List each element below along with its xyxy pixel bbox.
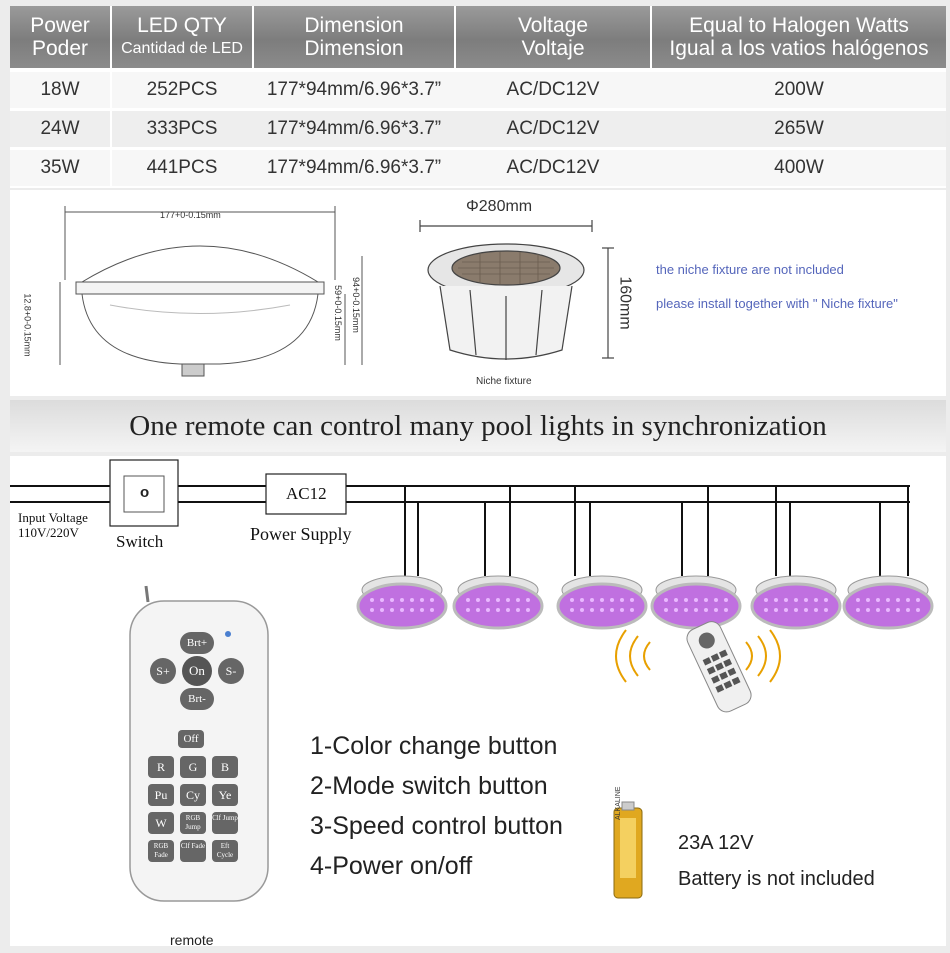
cell-halogen: 200W <box>774 79 824 100</box>
header-halogen <box>652 6 946 68</box>
speed-up-button[interactable]: S+ <box>150 658 176 684</box>
input-voltage-label <box>18 510 88 540</box>
note-line-1: the niche fixture are not included <box>656 262 844 277</box>
input-voltage-line-1: Input Voltage <box>18 510 88 525</box>
cell-led-qty: 252PCS <box>146 79 218 100</box>
title-banner <box>10 400 946 452</box>
height-right-label: 94+0-0.15mm <box>350 277 361 333</box>
pool-light <box>844 576 932 628</box>
header-halogen-en: Equal to Halogen Watts <box>689 14 909 37</box>
header-led-qty-es: Cantidad de LED <box>121 40 243 57</box>
header-led-qty-en: LED QTY <box>137 14 227 37</box>
remote-caption: remote <box>170 932 214 948</box>
pool-light <box>558 576 646 628</box>
width-label: 177+0-0.15mm <box>160 210 221 220</box>
pool-light <box>454 576 542 628</box>
cell-power: 18W <box>40 79 80 100</box>
feature-item: 3-Speed control button <box>310 812 563 840</box>
wiring-diagram <box>10 456 946 946</box>
table-row <box>10 111 946 147</box>
niche-height: 160mm <box>616 276 634 330</box>
banner-title: One remote can control many pool lights in synchronization <box>129 410 827 442</box>
table-row <box>10 72 946 108</box>
power-on-button[interactable]: On <box>182 656 212 686</box>
header-power <box>10 6 110 68</box>
header-led-qty <box>112 6 252 68</box>
dimension-drawings <box>10 190 946 396</box>
header-voltage-es: Voltaje <box>521 37 585 60</box>
cell-voltage: AC/DC12V <box>506 79 600 100</box>
cell-led-qty: 441PCS <box>146 157 218 178</box>
brightness-down-button[interactable]: Brt- <box>180 688 214 710</box>
power-supply-label: Power Supply <box>250 524 352 544</box>
battery-brand-text: ALKALINE <box>615 786 622 820</box>
table-row <box>10 150 946 186</box>
spec-table <box>10 6 946 188</box>
cell-halogen: 400W <box>774 157 824 178</box>
remote-grid-button[interactable]: RGB Jump <box>180 812 206 834</box>
remote-grid-button[interactable]: Ye <box>212 784 238 806</box>
remote-grid-button[interactable]: W <box>148 812 174 834</box>
remote-grid-button[interactable]: R <box>148 756 174 778</box>
cell-power: 24W <box>40 118 80 139</box>
remote-grid-button[interactable]: RGB Fade <box>148 840 174 862</box>
header-dimension-es: Dimension <box>304 37 404 60</box>
power-supply-box-label: AC12 <box>286 484 327 503</box>
remote-grid-button[interactable]: Clf Fade <box>180 840 206 862</box>
cell-power: 35W <box>40 157 80 178</box>
remote-grid-button[interactable]: B <box>212 756 238 778</box>
note-line-2: please install together with " Niche fixture" <box>656 296 898 311</box>
feature-item: 4-Power on/off <box>310 852 473 880</box>
height-left-label: 12.8+0-0.15mm <box>22 293 33 357</box>
header-dimension-en: Dimension <box>304 14 404 37</box>
remote-grid-button[interactable]: G <box>180 756 206 778</box>
switch-symbol: o <box>140 484 150 501</box>
header-voltage <box>456 6 650 68</box>
feature-item: 2-Mode switch button <box>310 772 548 800</box>
header-dimension <box>254 6 454 68</box>
speed-down-button[interactable]: S- <box>218 658 244 684</box>
feature-item: 1-Color change button <box>310 732 558 760</box>
power-off-button[interactable]: Off <box>178 730 204 748</box>
cell-dimension: 177*94mm/6.96*3.7” <box>266 157 442 178</box>
cell-halogen: 265W <box>774 118 824 139</box>
battery-note: Battery is not included <box>678 868 875 890</box>
pool-light <box>752 576 840 628</box>
remote-grid-button[interactable]: Eft Cycle <box>212 840 238 862</box>
cell-voltage: AC/DC12V <box>506 157 600 178</box>
cell-led-qty: 333PCS <box>146 118 218 139</box>
remote-grid-button[interactable]: Cy <box>180 784 206 806</box>
cell-dimension: 177*94mm/6.96*3.7” <box>266 118 442 139</box>
cell-voltage: AC/DC12V <box>506 118 600 139</box>
header-voltage-en: Voltage <box>517 14 589 37</box>
niche-caption: Niche fixture <box>476 376 532 387</box>
input-voltage-line-2: 110V/220V <box>18 525 79 540</box>
height-mid-label: 59+0-0.15mm <box>332 285 343 341</box>
switch-label: Switch <box>116 532 164 551</box>
remote-grid-button[interactable]: Clf Jump <box>212 812 238 834</box>
niche-diameter: Φ280mm <box>466 198 533 215</box>
battery-brand <box>615 760 622 820</box>
header-halogen-es: Igual a los vatios halógenos <box>669 37 929 60</box>
remote-grid-button[interactable]: Pu <box>148 784 174 806</box>
cell-dimension: 177*94mm/6.96*3.7” <box>266 79 442 100</box>
pool-light <box>358 576 446 628</box>
drawing-svg <box>10 190 946 396</box>
header-power-es: Poder <box>31 37 89 60</box>
battery-title: 23A 12V <box>678 832 754 854</box>
brightness-up-button[interactable]: Brt+ <box>180 632 214 654</box>
header-power-en: Power <box>30 14 90 37</box>
pool-light <box>652 576 740 628</box>
